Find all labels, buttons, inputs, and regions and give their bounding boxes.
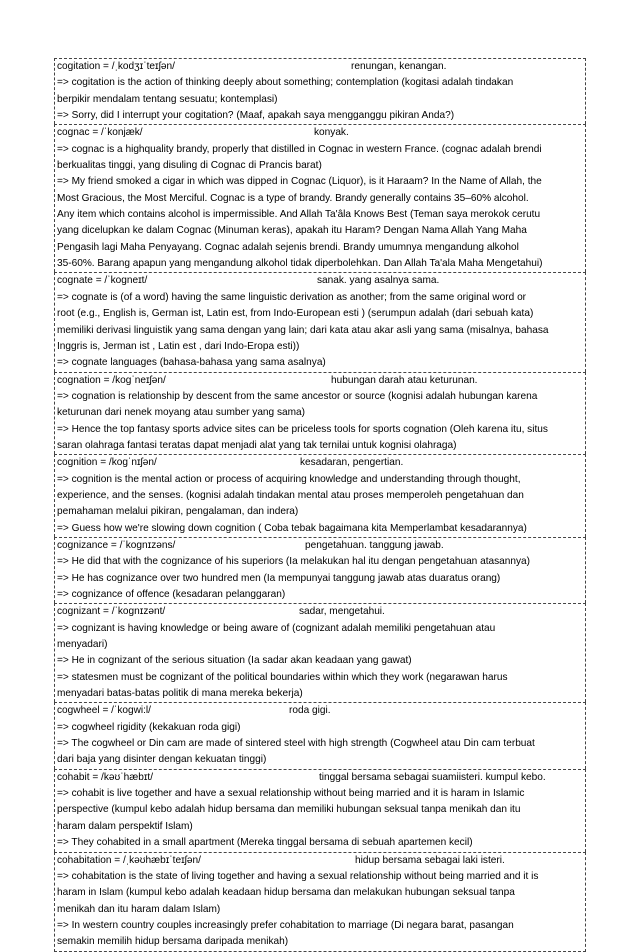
entry-text-line: => cognation is relationship by descent from the same ancestor or source (kognisi adalah hubungan karena [57,390,538,402]
entry-text-line: => cohabit is live together and have a sexual relationship without being married and it is haram in Islamic [57,788,525,800]
entry-text-line: perspective (kumpul kebo adalah hidup bersama dan memiliki hubungan seksual tanpa menikah dan itu [57,804,521,816]
dictionary-document [54,58,586,952]
entry-text-line: semakin memilih hidup bersama daripada menikah) [57,936,289,948]
entry-headword: cognation = /kogˈneɪʃən/ [57,374,166,386]
dictionary-entry [54,702,586,768]
entry-headword-line [55,455,585,471]
entry-text-line: berkualitas tinggi, yang disuling di Cognac di Prancis barat) [57,160,322,172]
entry-text-line: haram in Islam (kumpul kebo adalah keadaan hidup bersama dan melakukan hubungan seksual tanpa [57,887,515,899]
entry-headword: cohabit = /kəʊˈhæbɪt/ [57,771,154,783]
entry-text-line: => cognizance of offence (kesadaran pelanggaran) [57,589,286,600]
entry-text-line: => cognition is the mental action or process of acquiring knowledge and understanding through thought, [57,473,521,485]
entry-text-line: pemahaman melalui pikiran, pengalaman, dan indera) [57,506,299,518]
entry-text-line: => He has cognizance over two hundred men (Ia mempunyai tanggung jawab atas duaratus orang) [57,572,501,584]
entry-headword: cognition = /kogˈnɪʃən/ [57,457,157,469]
dictionary-entry [54,58,586,124]
entry-text-line: => The cogwheel or Din cam are made of sintered steel with high strength (Cogwheel atau Din cam terbuat [57,738,535,750]
dictionary-entry [54,537,586,603]
dictionary-entry [54,454,586,537]
entry-text-line: root (e.g., English is, German ist, Latin est, from Indo-European esti ) (serumpun adalah (dari sebuah kata) [57,308,534,320]
entry-text-line: 35-60%. Barang apapun yang mengandung alkohol tidak diperbolehkan. Dan Allah Ta'ala Maha Mengetahui) [57,258,543,270]
entry-text-line: => cogwheel rigidity (kekakuan roda gigi) [57,721,241,733]
entry-headword-line [55,853,585,869]
entry-headword-line [55,273,585,289]
entry-text-line: haram dalam perspektif Islam) [57,820,193,832]
entry-text-line: => cognate languages (bahasa-bahasa yang sama asalnya) [57,357,326,369]
entry-headword: cognizance = /ˈkognɪzəns/ [57,539,176,551]
entry-text-line: => statesmen must be cognizant of the political boundaries within which they work (negarawan harus [57,671,508,683]
entry-text-line: keturunan dari nenek moyang atau sumber yang sama) [57,407,306,419]
entry-headword-line [55,125,585,141]
entry-text-line: => My friend smoked a cigar in which was dipped in Cognac (Liquor), is it Haraam? In the Name of Allah, the [57,176,542,188]
entry-text-line: menyadari) [57,639,108,651]
entry-text-line: => cohabitation is the state of living together and having a sexual relationship without being married and it is [57,870,539,882]
entry-headword: cohabitation = /ˌkəʊhæbɪˈteɪʃən/ [57,854,201,866]
entry-headword-line [55,770,585,786]
entry-text-line: menikah dan itu haram dalam Islam) [57,903,221,915]
entry-text-line: => He did that with the cognizance of his superiors (Ia melakukan hal itu dengan pengetahuan atasannya) [57,556,531,568]
entry-headword-line [55,703,585,719]
entry-translation: pengetahuan. tanggung jawab. [305,539,444,551]
entry-text-line: berpikir mendalam tentang sesuatu; kontemplasi) [57,93,278,105]
entry-text-line: experience, and the senses. (kognisi adalah tindakan mental atau proses memperoleh pengetahuan dan [57,489,524,501]
entry-translation: sadar, mengetahui. [299,606,385,618]
entry-translation: hubungan darah atau keturunan. [331,374,478,386]
entry-text-line: yang dicelupkan ke dalam Cognac (Minuman keras), apakah itu Haram? Dengan Nama Allah Yang Maha [57,225,527,237]
entry-text-line: => Guess how we're slowing down cognition ( Coba tebak bagaimana kita Memperlambat kesadarannya) [57,522,527,534]
entry-text-line: Pengasih lagi Maha Penyayang. Cognac adalah sejenis brendi. Brandy umumnya mengandung alkohol [57,241,519,253]
entry-text-line: Inggris is, Jerman ist , Latin est , dari Indo-Eropa esti)) [57,340,300,352]
entry-translation: roda gigi. [289,705,331,717]
entry-headword: cogitation = /ˌkodʒɪˈteɪʃən/ [57,61,175,72]
entry-text-line: => cogitation is the action of thinking deeply about something; contemplation (kogitasi adalah tindakan [57,77,514,89]
dictionary-entry [54,124,586,272]
entry-text-line: => Sorry, did I interrupt your cogitation? (Maaf, apakah saya mengganggu pikiran Anda?) [57,110,455,122]
entry-translation: renungan, kenangan. [351,61,447,72]
entry-text-line: => He in cognizant of the serious situation (Ia sadar akan keadaan yang gawat) [57,655,412,667]
entry-text-line: Most Gracious, the Most Merciful. Cognac is a type of brandy. Brandy generally contains 35–60% alcohol. [57,192,529,204]
dictionary-entry [54,372,586,455]
entry-text-line: menyadari batas-batas politik di mana mereka bekerja) [57,688,303,700]
entry-headword: cogwheel = /ˈkogwi:l/ [57,705,151,717]
entry-headword-line [55,59,585,75]
entry-text-line: memiliki derivasi linguistik yang sama dengan yang lain; dari kata atau akar asli yang sama (misalnya, bahasa [57,324,549,336]
entry-text-line: saran olahraga fantasi teratas dapat menjadi alat yang tak ternilai untuk kognisi olahraga) [57,439,457,451]
entry-translation: kesadaran, pengertian. [300,457,404,469]
dictionary-entry [54,603,586,702]
entry-headword: cognac = /ˈkonjæk/ [57,127,143,139]
entry-translation: tinggal bersama sebagai suamiisteri. kumpul kebo. [319,771,546,783]
entry-text-line: => cognac is a highquality brandy, properly that distilled in Cognac in western France. (cognac adalah brendi [57,143,542,155]
entry-translation: konyak. [314,127,349,139]
entry-translation: hidup bersama sebagai laki isteri. [355,854,505,866]
entry-text-line: => They cohabited in a small apartment (Mereka tinggal bersama di sebuah apartemen kecil) [57,837,473,849]
entry-headword-line [55,373,585,389]
dictionary-entry [54,852,586,952]
entry-headword: cognizant = /ˈkognɪzənt/ [57,606,166,618]
entry-text-line: => cognizant is having knowledge or being aware of (cognizant adalah memiliki pengetahuan atau [57,622,496,634]
entry-headword-line [55,604,585,620]
entry-text-line: Any item which contains alcohol is impermissible. And Allah Ta'âla Knows Best (Teman saya merokok cerutu [57,209,541,221]
dictionary-entry [54,272,586,371]
entry-text-line: => Hence the top fantasy sports advice sites can be priceless tools for sports cognation (Oleh karena itu, situs [57,423,548,435]
entry-text-line: => cognate is (of a word) having the same linguistic derivation as another; from the same original word or [57,291,527,303]
entry-translation: sanak. yang asalnya sama. [317,275,440,287]
entry-headword: cognate = /ˈkogneɪt/ [57,275,148,287]
entry-text-line: dari baja yang disinter dengan kekuatan tinggi) [57,754,267,766]
entry-headword-line [55,538,585,554]
dictionary-entry [54,769,586,852]
entry-text-line: => In western country couples increasingly prefer cohabitation to marriage (Di negara barat, pasangan [57,919,514,931]
